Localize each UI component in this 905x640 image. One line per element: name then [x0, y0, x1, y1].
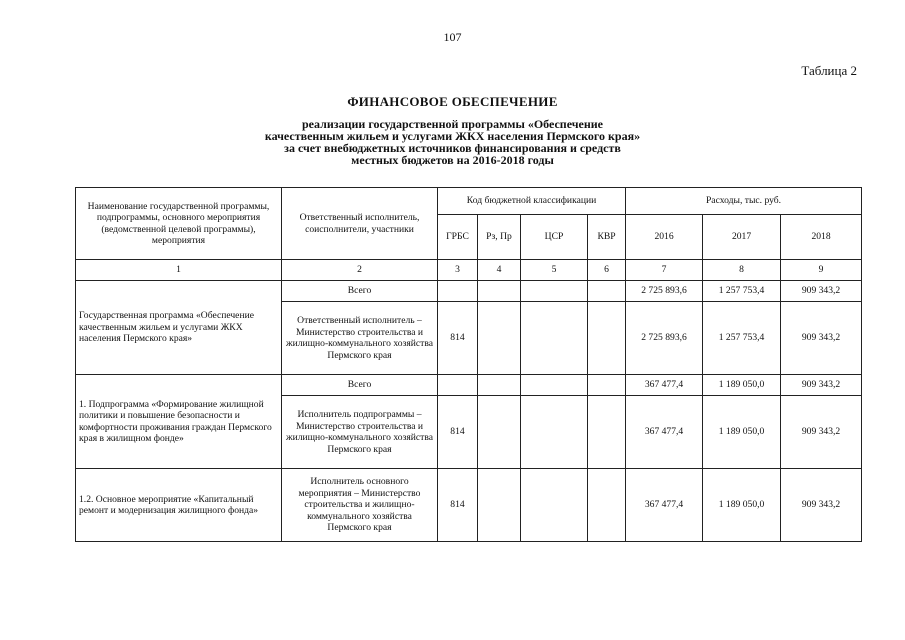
row-name: 1. Подпрограмма «Формирование жилищной политики и повышение безопасности и комфортности проживания граждан Пермского края в жилищном фонде»: [76, 375, 282, 469]
row-name: 1.2. Основное мероприятие «Капитальный ремонт и модернизация жилищного фонда»: [76, 469, 282, 542]
value-2018: 909 343,2: [781, 396, 862, 469]
row-executor: Исполнитель основного мероприятия – Министерство строительства и жилищно-коммунального хозяйства Пермского края: [282, 469, 438, 542]
value-2017: 1 189 050,0: [703, 375, 781, 396]
column-index: 2: [282, 260, 438, 281]
header-expenses: Расходы, тыс. руб.: [626, 188, 862, 215]
value-2017: 1 257 753,4: [703, 302, 781, 375]
header-responsible: Ответственный исполнитель, соисполнители, участники: [282, 188, 438, 260]
row-executor: Ответственный исполнитель – Министерство строительства и жилищно-коммунального хозяйства Пермского края: [282, 302, 438, 375]
column-index: 8: [703, 260, 781, 281]
title-line-4: местных бюджетов на 2016-2018 годы: [351, 153, 554, 167]
table-header-row: [76, 188, 862, 215]
value-2016: 367 477,4: [626, 396, 703, 469]
value-2018: 909 343,2: [781, 281, 862, 302]
header-budget-code: Код бюджетной классификации: [438, 188, 626, 215]
header-2016: 2016: [626, 215, 703, 260]
value-2017: 1 257 753,4: [703, 281, 781, 302]
value-2017: 1 189 050,0: [703, 396, 781, 469]
column-index: 7: [626, 260, 703, 281]
table-row: [76, 375, 862, 396]
financing-table: [75, 187, 862, 542]
column-index: 3: [438, 260, 478, 281]
title-line-2: качественным жильем и услугами ЖКХ населения Пермского края»: [264, 129, 641, 143]
row-grbs: 814: [438, 302, 478, 375]
column-index: 1: [76, 260, 282, 281]
value-2016: 367 477,4: [626, 469, 703, 542]
header-2017: 2017: [703, 215, 781, 260]
row-executor: Исполнитель подпрограммы – Министерство строительства и жилищно-коммунального хозяйства Пермского края: [282, 396, 438, 469]
title-subtitle: [0, 118, 905, 166]
column-index: 6: [588, 260, 626, 281]
value-2016: 367 477,4: [626, 375, 703, 396]
row-total-label: Всего: [282, 375, 438, 396]
column-index: 9: [781, 260, 862, 281]
column-index: 5: [521, 260, 588, 281]
header-name: Наименование государственной программы, подпрограммы, основного мероприятия (ведомственной целевой программы), мероприятия: [76, 188, 282, 260]
document-title: [0, 94, 905, 166]
table-row: [76, 281, 862, 302]
header-csr: ЦСР: [521, 215, 588, 260]
value-2018: 909 343,2: [781, 469, 862, 542]
table-row: [76, 469, 862, 542]
title-main: ФИНАНСОВОЕ ОБЕСПЕЧЕНИЕ: [347, 94, 558, 109]
row-total-label: Всего: [282, 281, 438, 302]
row-name: Государственная программа «Обеспечение качественным жильем и услугами ЖКХ населения Пермского края»: [76, 281, 282, 375]
value-2017: 1 189 050,0: [703, 469, 781, 542]
header-rz-pr: Рз, Пр: [478, 215, 521, 260]
page-number: 107: [443, 30, 462, 44]
row-grbs: 814: [438, 396, 478, 469]
title-line-1: реализации государственной программы «Обеспечение: [302, 117, 603, 131]
header-grbs: ГРБС: [438, 215, 478, 260]
header-kvr: КВР: [588, 215, 626, 260]
value-2018: 909 343,2: [781, 302, 862, 375]
value-2018: 909 343,2: [781, 375, 862, 396]
header-2018: 2018: [781, 215, 862, 260]
value-2016: 2 725 893,6: [626, 281, 703, 302]
row-grbs: 814: [438, 469, 478, 542]
title-line-3: за счет внебюджетных источников финансирования и средств: [284, 141, 621, 155]
column-index: 4: [478, 260, 521, 281]
table-label: Таблица 2: [801, 63, 857, 78]
column-index-row: [76, 260, 862, 281]
value-2016: 2 725 893,6: [626, 302, 703, 375]
